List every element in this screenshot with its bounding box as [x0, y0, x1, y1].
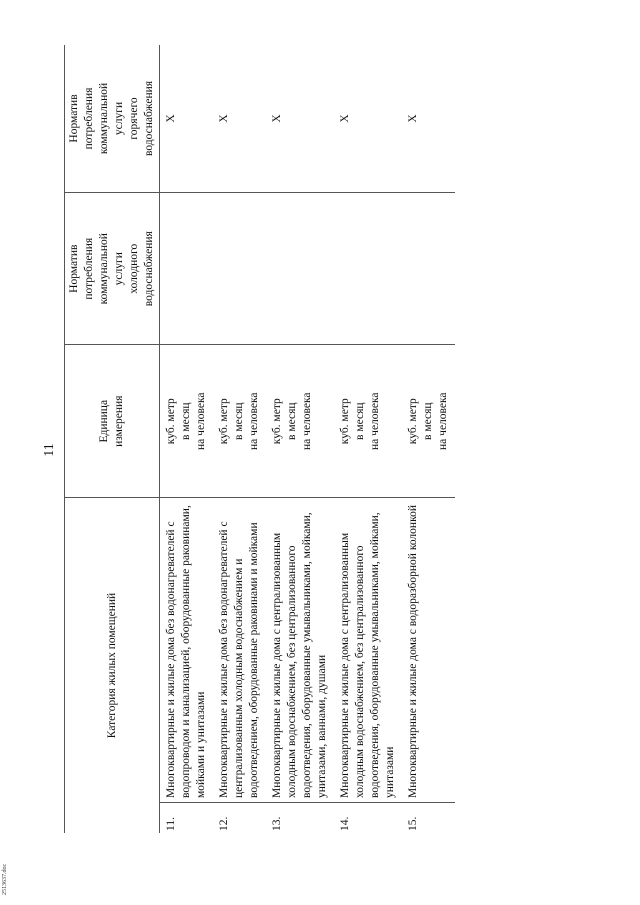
row-hot-water-norm: X	[213, 45, 266, 192]
row-category: Многоквартирные и жилые дома с централизованным холодным водоснабжением, без централизованного водоотведения, оборудованные умывальниками, мойками, унитазами	[334, 497, 402, 802]
table-header-row	[65, 45, 160, 833]
row-hot-water-norm: X	[266, 45, 334, 192]
row-cold-water-norm	[334, 192, 402, 345]
row-number: 12.	[218, 816, 230, 831]
page-number: 11	[42, 443, 57, 457]
header-unit: Единица измерения	[65, 345, 160, 498]
row-number: 15.	[407, 816, 419, 831]
row-unit: куб. метр в месяц на человека	[266, 345, 334, 498]
row-cold-water-norm	[213, 192, 266, 345]
row-number: 13.	[271, 816, 283, 831]
table-body	[160, 45, 456, 833]
row-category: Многоквартирные и жилые дома с водоразборной колонкой	[402, 497, 455, 802]
row-category: Многоквартирные и жилые дома без водонагревателей с централизованным холодным водоснабжением и водоотведением, оборудованные раковинами и мойками	[213, 497, 266, 802]
document-code: 2513637.doc	[2, 863, 8, 895]
header-hot-water: Норматив потребления коммунальной услуги горячего водоснабжения	[65, 45, 160, 192]
row-category: Многоквартирные и жилые дома с централизованным холодным водоснабжением, без централизованного водоотведения, оборудованные умывальниками, мойками, унитазами, ваннами, душами	[266, 497, 334, 802]
row-cold-water-norm	[160, 192, 214, 345]
table-row	[334, 45, 402, 833]
header-category: Категория жилых помещений	[65, 497, 160, 833]
row-hot-water-norm: X	[160, 45, 214, 192]
row-hot-water-norm: X	[334, 45, 402, 192]
norms-table	[64, 45, 455, 833]
row-unit: куб. метр в месяц на человека	[213, 345, 266, 498]
row-unit: куб. метр в месяц на человека	[402, 345, 455, 498]
row-unit: куб. метр в месяц на человека	[334, 345, 402, 498]
row-number: 11.	[165, 817, 177, 831]
header-cold-water: Норматив потребления коммунальной услуги холодного водоснабжения	[65, 192, 160, 345]
table-row	[402, 45, 455, 833]
table-row	[160, 45, 214, 833]
row-hot-water-norm: X	[402, 45, 455, 192]
table-row	[213, 45, 266, 833]
row-cold-water-norm	[266, 192, 334, 345]
row-cold-water-norm	[402, 192, 455, 345]
row-unit: куб. метр в месяц на человека	[160, 345, 214, 498]
table-row	[266, 45, 334, 833]
row-category: Многоквартирные и жилые дома без водонагревателей с водопроводом и канализацией, оборудованные раковинами, мойками и унитазами	[160, 497, 214, 802]
row-number: 14.	[339, 816, 351, 831]
